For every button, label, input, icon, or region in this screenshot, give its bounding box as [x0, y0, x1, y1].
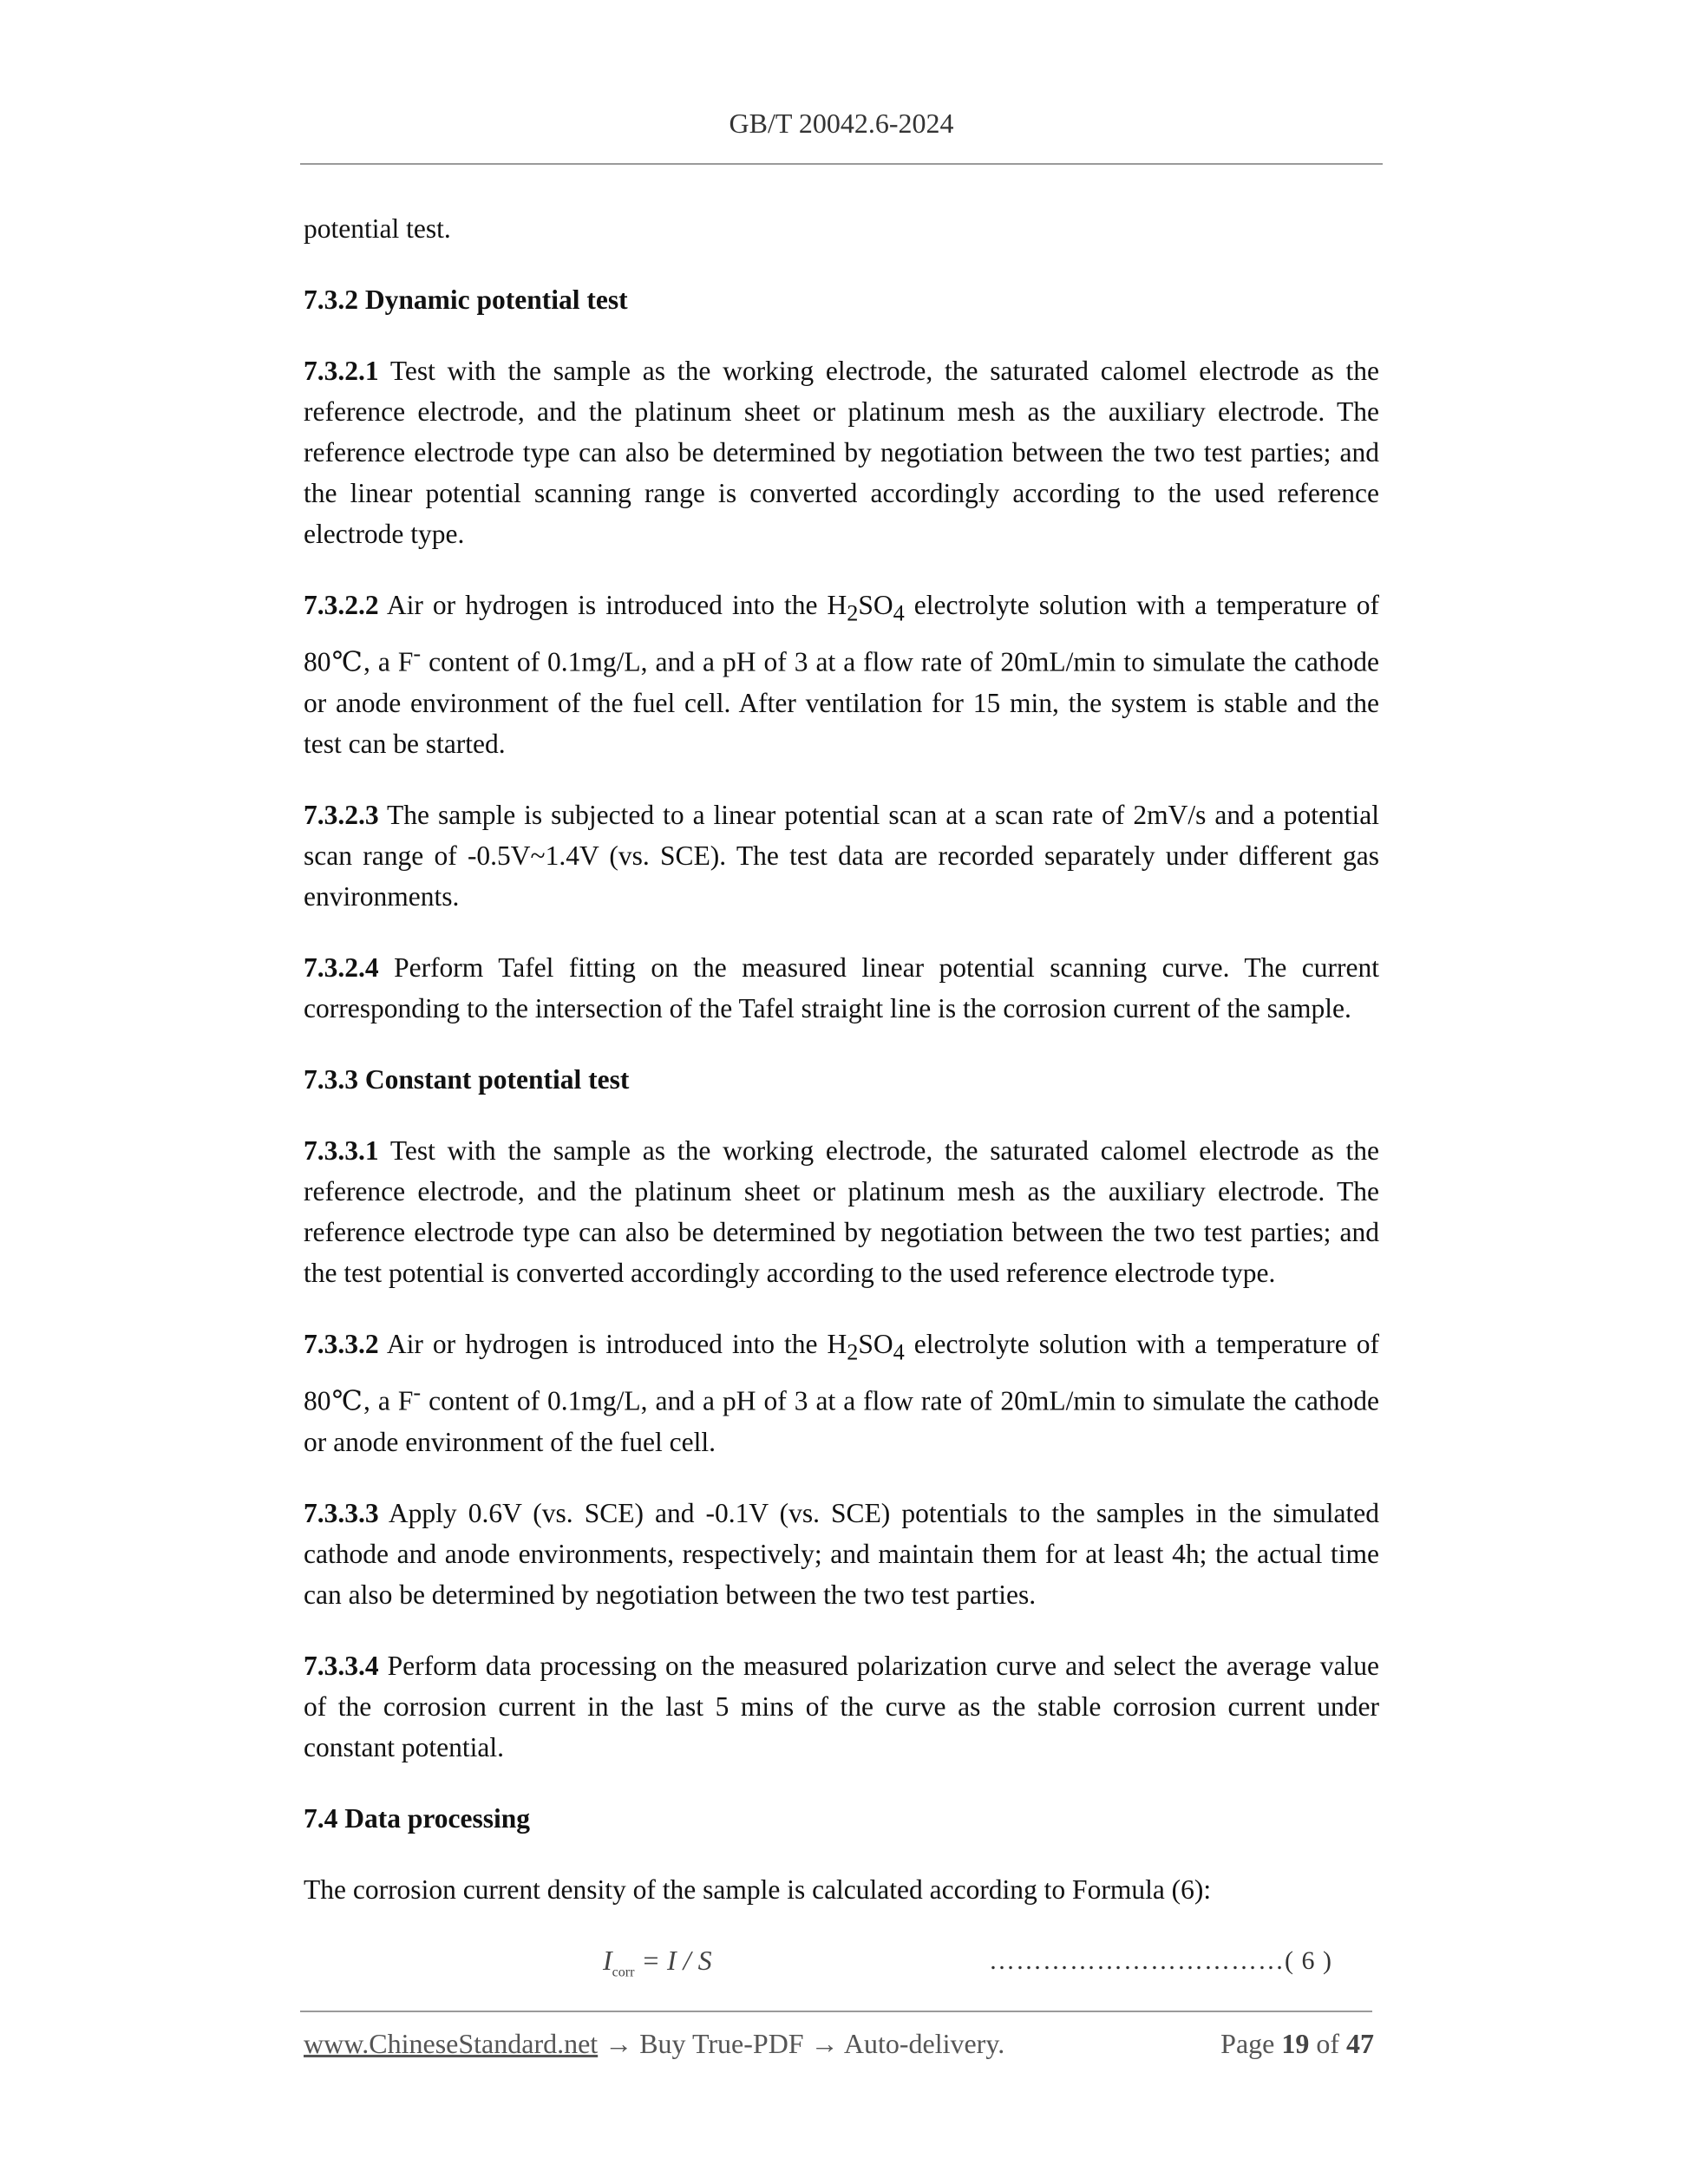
clause-text: SO	[858, 1328, 893, 1359]
page-total: 47	[1346, 2028, 1374, 2059]
clause-number: 7.3.2.4	[304, 951, 379, 983]
clause-number: 7.3.3.4	[304, 1650, 379, 1681]
formula-6	[304, 1940, 1379, 1992]
subscript: 4	[893, 1339, 905, 1365]
clause-number: 7.3.2.2	[304, 590, 379, 620]
superscript: -	[413, 641, 422, 667]
page-indicator	[1220, 2028, 1374, 2060]
clause-text: content of 0.1mg/L, and a pH of 3 at a flow rate of 20mL/min to simulate the cathode or anode environment of the fuel cell. After ventilation for 15 min, the system is stable and the test can be started.	[304, 646, 1379, 759]
clause-text: Air or hydrogen is introduced into the H	[378, 1328, 847, 1359]
section-heading-7-3-2: 7.3.2 Dynamic potential test	[304, 284, 628, 315]
page-label: Page	[1220, 2028, 1282, 2059]
formula-number: ( 6 )	[1285, 1945, 1332, 1975]
clause-text: SO	[858, 590, 893, 620]
page-footer	[304, 2028, 1374, 2071]
formula-expression	[603, 1940, 712, 1992]
clause-number: 7.3.2.1	[304, 356, 379, 386]
superscript: -	[413, 1380, 422, 1406]
clause-7-3-2-3	[304, 794, 1379, 917]
formula-lhs-subscript: corr	[612, 1964, 635, 1979]
clause-text: Apply 0.6V (vs. SCE) and -0.1V (vs. SCE) potentials to the samples in the simulated cathode and anode environments, respectively; and maintain them for at least 4h; the actual time can also be determined by negotiation between the two test parties.	[304, 1497, 1379, 1610]
footer-divider	[300, 2011, 1372, 2012]
clause-number: 7.3.3.3	[304, 1497, 379, 1528]
subscript: 2	[847, 1339, 859, 1365]
clause-number: 7.3.3.1	[304, 1135, 379, 1166]
clause-7-3-2-1	[304, 350, 1379, 554]
clause-text: Perform data processing on the measured polarization curve and select the average value of the corrosion current in the last 5 mins of the curve as the stable corrosion current under constant potential.	[304, 1650, 1379, 1762]
subscript: 2	[847, 600, 859, 626]
clause-7-3-3-4	[304, 1645, 1379, 1768]
footer-promo	[304, 2028, 1004, 2060]
clause-text: electrolyte solution with a temperature of 80℃, a F	[304, 1328, 1379, 1416]
clause-number: 7.3.2.3	[304, 799, 379, 830]
standard-number: GB/T 20042.6-2024	[729, 108, 954, 139]
of-label: of	[1309, 2028, 1346, 2059]
clause-7-3-3-3	[304, 1493, 1379, 1615]
clause-text: Air or hydrogen is introduced into the H	[378, 590, 847, 620]
page-header	[300, 108, 1383, 165]
formula-number-leader	[989, 1940, 1332, 1981]
formula-rhs: = I / S	[634, 1944, 712, 1976]
document-body	[304, 208, 1379, 1992]
header-divider	[300, 163, 1383, 165]
clause-text: The sample is subjected to a linear potential scan at a scan rate of 2mV/s and a potential scan range of -0.5V~1.4V (vs. SCE). The test data are recorded separately under different gas environments.	[304, 799, 1379, 912]
subscript: 4	[893, 600, 905, 626]
clause-number: 7.3.3.2	[304, 1328, 379, 1359]
leader-dots: ……………………………	[989, 1945, 1285, 1975]
formula-intro: The corrosion current density of the sample is calculated according to Formula (6):	[304, 1873, 1212, 1905]
clause-text: Test with the sample as the working electrode, the saturated calomel electrode as the reference electrode, and the platinum sheet or platinum mesh as the auxiliary electrode. The reference electrode type can also be determined by negotiation between the two test parties; and the test potential is converted accordingly according to the used reference electrode type.	[304, 1135, 1379, 1288]
clause-7-3-2-2	[304, 585, 1379, 764]
clause-text: Test with the sample as the working electrode, the saturated calomel electrode as the reference electrode, and the platinum sheet or platinum mesh as the auxiliary electrode. The reference electrode type can also be determined by negotiation between the two test parties; and the linear potential scanning range is converted accordingly according to the used reference electrode type.	[304, 356, 1379, 549]
clause-text: content of 0.1mg/L, and a pH of 3 at a flow rate of 20mL/min to simulate the cathode or anode environment of the fuel cell.	[304, 1385, 1379, 1457]
clause-7-3-3-1	[304, 1130, 1379, 1293]
section-heading-7-4: 7.4 Data processing	[304, 1802, 531, 1834]
section-heading-7-3-3: 7.3.3 Constant potential test	[304, 1063, 630, 1095]
clause-7-3-3-2	[304, 1324, 1379, 1462]
formula-lhs: I	[603, 1944, 612, 1976]
page-number: 19	[1281, 2028, 1310, 2059]
clause-7-3-2-4	[304, 947, 1379, 1029]
continued-text: potential test.	[304, 213, 451, 244]
footer-promo-text: → Buy True-PDF → Auto-delivery.	[598, 2028, 1005, 2059]
clause-text: Perform Tafel fitting on the measured linear potential scanning curve. The current corresponding to the intersection of the Tafel straight line is the corrosion current of the sample.	[304, 951, 1379, 1023]
website-link[interactable]: www.ChineseStandard.net	[304, 2028, 599, 2059]
clause-text: electrolyte solution with a temperature of 80℃, a F	[304, 590, 1379, 677]
